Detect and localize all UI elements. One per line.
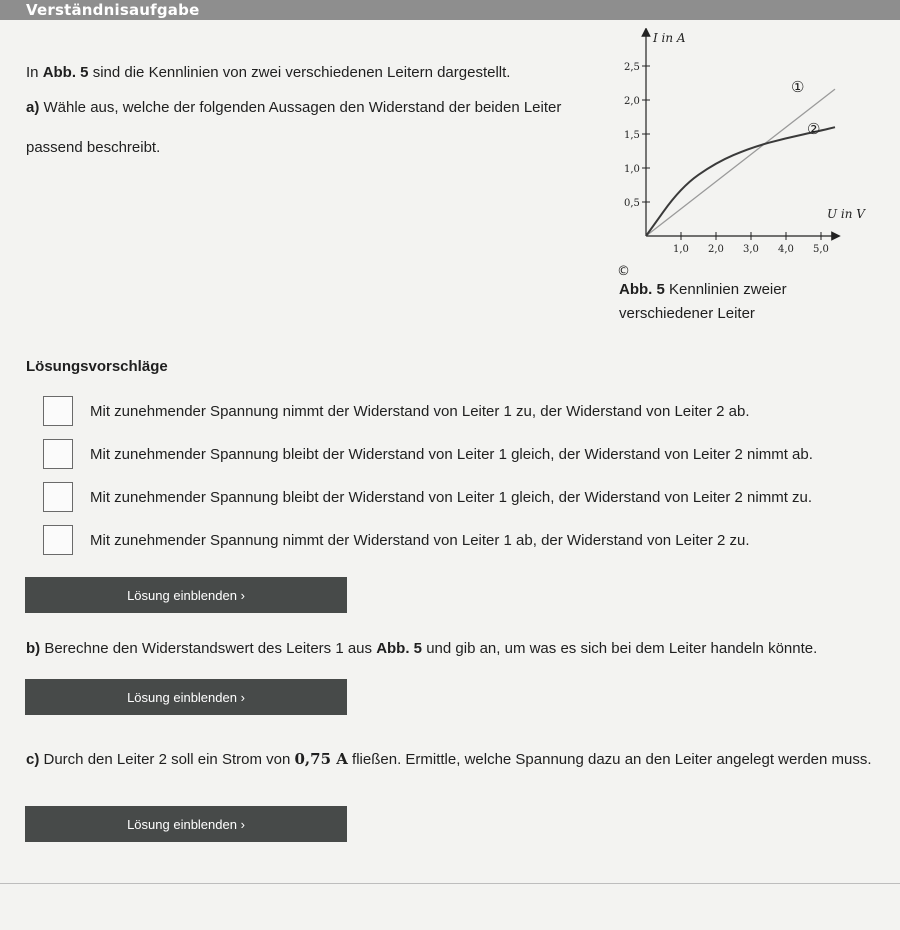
x-tick-label: 3,0 <box>743 244 759 255</box>
characteristic-chart <box>605 28 900 260</box>
option-1[interactable] <box>43 396 750 426</box>
reveal-solution-a-button[interactable]: Lösung einblenden › <box>25 577 347 613</box>
task-b-text: b) Berechne den Widerstandswert des Leiters 1 aus Abb. 5 und gib an, um was es sich bei dem Leiter handeln könnte. <box>26 640 818 657</box>
option-2-label: Mit zunehmender Spannung bleibt der Widerstand von Leiter 1 gleich, der Widerstand von Leiter 2 nimmt ab. <box>90 445 813 463</box>
copyright-icon: © <box>617 264 630 279</box>
y-tick-label: 0,5 <box>624 198 640 209</box>
task-c-text: c) Durch den Leiter 2 soll ein Strom von 0,75 A fließen. Ermittle, welche Spannung dazu an den Leiter angelegt werden muss. <box>26 750 872 768</box>
option-4-label: Mit zunehmender Spannung nimmt der Widerstand von Leiter 1 ab, der Widerstand von Leiter 2 zu. <box>90 531 750 549</box>
curve2-label: ② <box>807 120 821 138</box>
curve1-label: ① <box>791 78 805 96</box>
option-3-label: Mit zunehmender Spannung bleibt der Widerstand von Leiter 1 gleich, der Widerstand von Leiter 2 nimmt zu. <box>90 488 813 506</box>
curve-leiter-1 <box>646 89 835 236</box>
intro-text: In Abb. 5 sind die Kennlinien von zwei verschiedenen Leitern dargestellt. <box>26 64 511 81</box>
option-1-label: Mit zunehmender Spannung nimmt der Widerstand von Leiter 1 zu, der Widerstand von Leiter 2 ab. <box>90 402 750 420</box>
task-a-text: a) Wähle aus, welche der folgenden Aussagen den Widerstand der beiden Leiter passend beschreibt. <box>26 99 562 156</box>
y-tick-label: 2,0 <box>624 96 640 107</box>
x-axis-label: U in V <box>827 207 865 221</box>
figure-caption: Abb. 5 Kennlinien zweier verschiedener Leiter <box>619 281 787 322</box>
suggestions-title: Lösungsvorschläge <box>26 358 168 375</box>
footer-divider <box>0 883 900 884</box>
x-tick-label: 2,0 <box>708 244 724 255</box>
option-4[interactable] <box>43 525 750 555</box>
option-2-checkbox[interactable] <box>43 439 73 469</box>
option-4-checkbox[interactable] <box>43 525 73 555</box>
y-tick-label: 2,5 <box>624 62 640 73</box>
option-2[interactable] <box>43 439 813 469</box>
y-tick-label: 1,5 <box>624 130 640 141</box>
y-tick-label: 1,0 <box>624 164 640 175</box>
option-1-checkbox[interactable] <box>43 396 73 426</box>
reveal-solution-b-button[interactable]: Lösung einblenden › <box>25 679 347 715</box>
option-3[interactable] <box>43 482 812 512</box>
page-title: Verständnisaufgabe <box>26 1 200 19</box>
x-tick-label: 1,0 <box>673 244 689 255</box>
reveal-solution-c-button[interactable]: Lösung einblenden › <box>25 806 347 842</box>
curve-leiter-2 <box>646 127 835 236</box>
x-tick-label: 5,0 <box>813 244 829 255</box>
option-3-checkbox[interactable] <box>43 482 73 512</box>
x-tick-label: 4,0 <box>778 244 794 255</box>
y-axis-label: I in A <box>653 31 686 45</box>
header-bar <box>0 0 900 20</box>
